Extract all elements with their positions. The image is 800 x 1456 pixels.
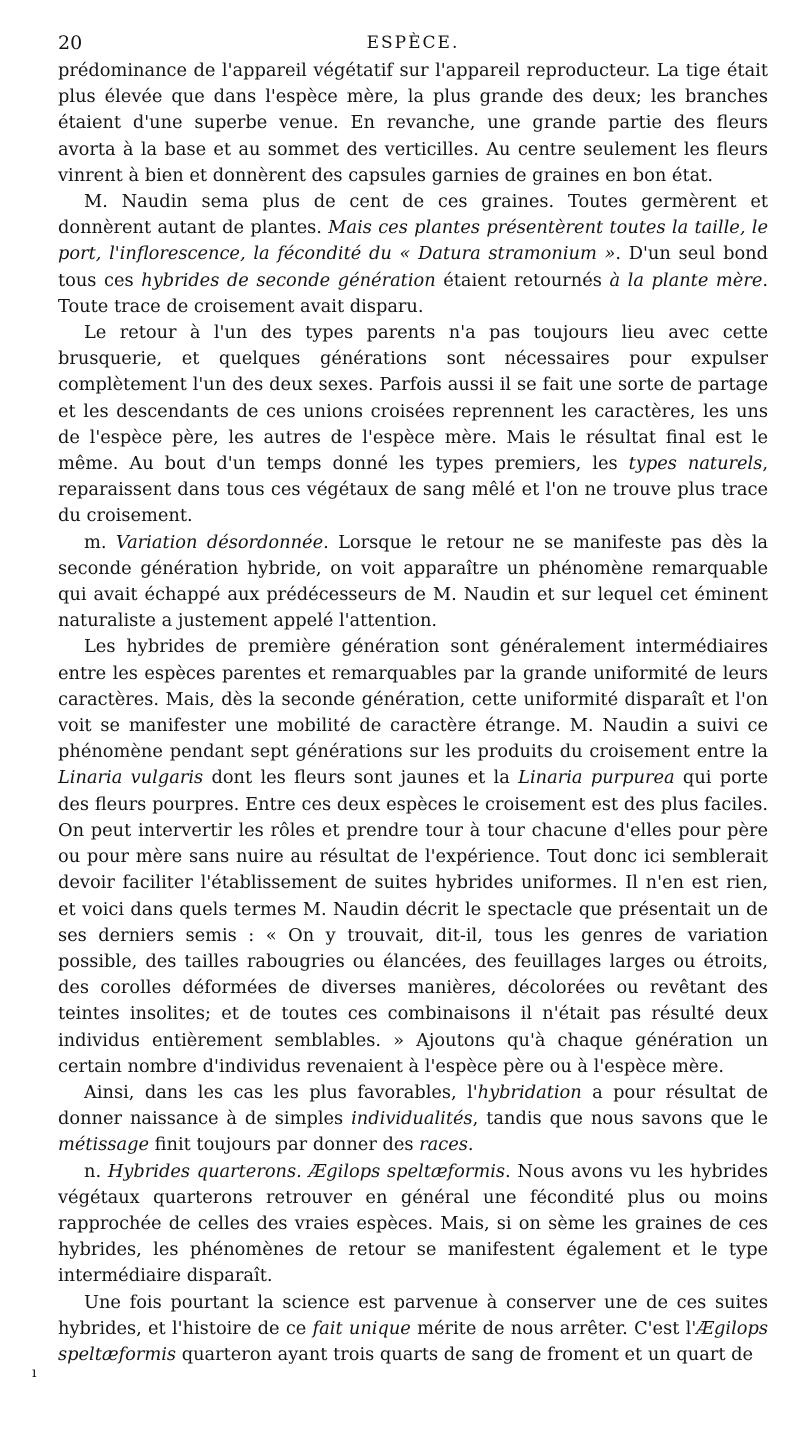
- italic-text: métissage: [58, 1134, 149, 1156]
- italic-text: individualités: [351, 1108, 473, 1130]
- italic-text: types naturels: [628, 453, 763, 475]
- text-segment: .: [467, 1134, 474, 1156]
- page-header: [58, 30, 768, 56]
- text-segment: Ainsi, dans les cas les plus favorables, l': [84, 1081, 478, 1103]
- running-title: ESPÈCE.: [366, 33, 460, 53]
- italic-text: Linaria purpurea: [518, 767, 675, 789]
- text-segment: Les hybrides de première génération sont généralement intermédiaires entre les espèces parentes et remarquables par la grande uniformité de leurs caractères. Mais, dès la seconde génération, cette uniformité disparaît et l'on voit se manifester une mobilité de caractère étrange. M. Naudin a suivi ce phénomène pendant sept générations sur les produits du croisement entre la: [58, 636, 768, 763]
- text-segment: quarteron ayant trois quarts de sang de froment et un quart de: [176, 1343, 754, 1365]
- italic-text: Linaria vulgaris: [58, 767, 204, 789]
- text-segment: . D'un seul bond tous ces: [58, 243, 768, 291]
- stray-mark: ı: [32, 1365, 37, 1381]
- text-segment: . Nous avons vu les hybrides végétaux quarterons retrouver en général une fécondité plus ou moins rapprochée de celles des vraies espèces. Mais, si on sème les graines de ces hybrides, les phénomènes de retour se manifestent également et le type intermédiaire disparaît.: [58, 1160, 768, 1287]
- page-number: 20: [58, 32, 83, 54]
- text-segment: prédominance de l'appareil végétatif sur l'appareil reproducteur. La tige était plus élevée que dans l'espèce mère, la plus grande des deux; les branches étaient d'une superbe venue. En revanche, une grande partie des fleurs avorta à la base et au sommet des verticilles. Au centre seulement les fleurs vinrent à bien et donnèrent des capsules garnies de graines en bon état.: [58, 60, 768, 186]
- text-segment: qui porte des fleurs pourpres. Entre ces deux espèces le croisement est des plus faciles. On peut intervertir les rôles et prendre tour à tour chacune d'elles pour père ou pour mère sans nuire au résultat de l'expérience. Tout donc ici semblerait devoir faciliter l'établissement de suites hybrides uniformes. Il n'en est rien, et voici dans quels termes M. Naudin décrit le spectacle que présentait un de ses derniers semis : « On y trouvait, dit-il, tous les genres de variation possible, des tailles rabougries ou élancées, des feuillages larges ou étroits, des corolles déformées de diverses manières, décolorées ou revêtant des teintes insolites; et de toutes ces combinaisons il n'était pas résulté deux individus entièrement semblables. » Ajoutons qu'à chaque génération un certain nombre d'individus revenaient à l'espèce père ou à l'espèce mère.: [58, 767, 769, 1077]
- text-segment: , tandis que nous savons que le: [472, 1108, 769, 1130]
- text-segment: a pour résultat de donner naissance à de simples: [58, 1081, 768, 1130]
- text-segment: dont les fleurs sont jaunes et la: [203, 767, 519, 789]
- text-segment: . Toute trace de croisement avait disparu.: [58, 269, 768, 317]
- italic-text: Hybrides quarterons. Ægilops speltæformis: [107, 1160, 506, 1182]
- paragraph-p2: [58, 189, 768, 320]
- italic-text: Ægilops speltæformis: [58, 1317, 768, 1365]
- text-segment: étaient retournés: [435, 269, 610, 291]
- italic-text: à la plante mère: [609, 269, 763, 291]
- text-segment: , reparaissent dans tous ces végétaux de sang mêlé et l'on ne trouve plus trace du croisement.: [58, 453, 769, 527]
- text-body: [58, 58, 768, 1368]
- paragraph-p5: [58, 634, 768, 1079]
- paragraph-p3: [58, 320, 768, 530]
- italic-text: hybrides de seconde génération: [141, 269, 436, 291]
- italic-text: hybridation: [477, 1081, 582, 1103]
- text-segment: m.: [84, 531, 116, 553]
- italic-text: Variation désordonnée: [115, 531, 324, 553]
- italic-text: races: [419, 1134, 468, 1156]
- text-segment: . Lorsque le retour ne se manifeste pas dès la seconde génération hybride, on voit apparaître un phénomène remarquable qui avait échappé aux prédécesseurs de M. Naudin et sur lequel cet éminent naturaliste a justement appelé l'attention.: [58, 531, 768, 632]
- text-segment: n.: [84, 1160, 108, 1182]
- paragraph-p8: [58, 1290, 768, 1369]
- text-segment: mérite de nous arrêter. C'est l': [410, 1317, 697, 1339]
- paragraph-p6: [58, 1080, 768, 1159]
- text-segment: finit toujours par donner des: [148, 1134, 420, 1156]
- paragraph-p1: [58, 58, 768, 189]
- paragraph-p4: [58, 530, 768, 635]
- paragraph-p7: [58, 1159, 768, 1290]
- text-segment: Le retour à l'un des types parents n'a pas toujours lieu avec cette brusquerie, et quelques générations sont nécessaires pour expulser complètement l'un des deux sexes. Parfois aussi il se fait une sorte de partage et les descendants de ces unions croisées reprennent les caractères, les uns de l'espèce père, les autres de l'espèce mère. Mais le résultat final est le même. Au bout d'un temps donné les types premiers, les: [58, 322, 768, 475]
- italic-text: Mais ces plantes présentèrent toutes la taille, le port, l'inflorescence, la fécondité du « Datura stramonium »: [58, 217, 769, 265]
- italic-text: fait unique: [312, 1317, 411, 1339]
- text-segment: Une fois pourtant la science est parvenue à conserver une de ces suites hybrides, et l'histoire de ce: [58, 1291, 768, 1339]
- text-segment: M. Naudin sema plus de cent de ces graines. Toutes germèrent et donnèrent autant de plantes.: [58, 191, 768, 239]
